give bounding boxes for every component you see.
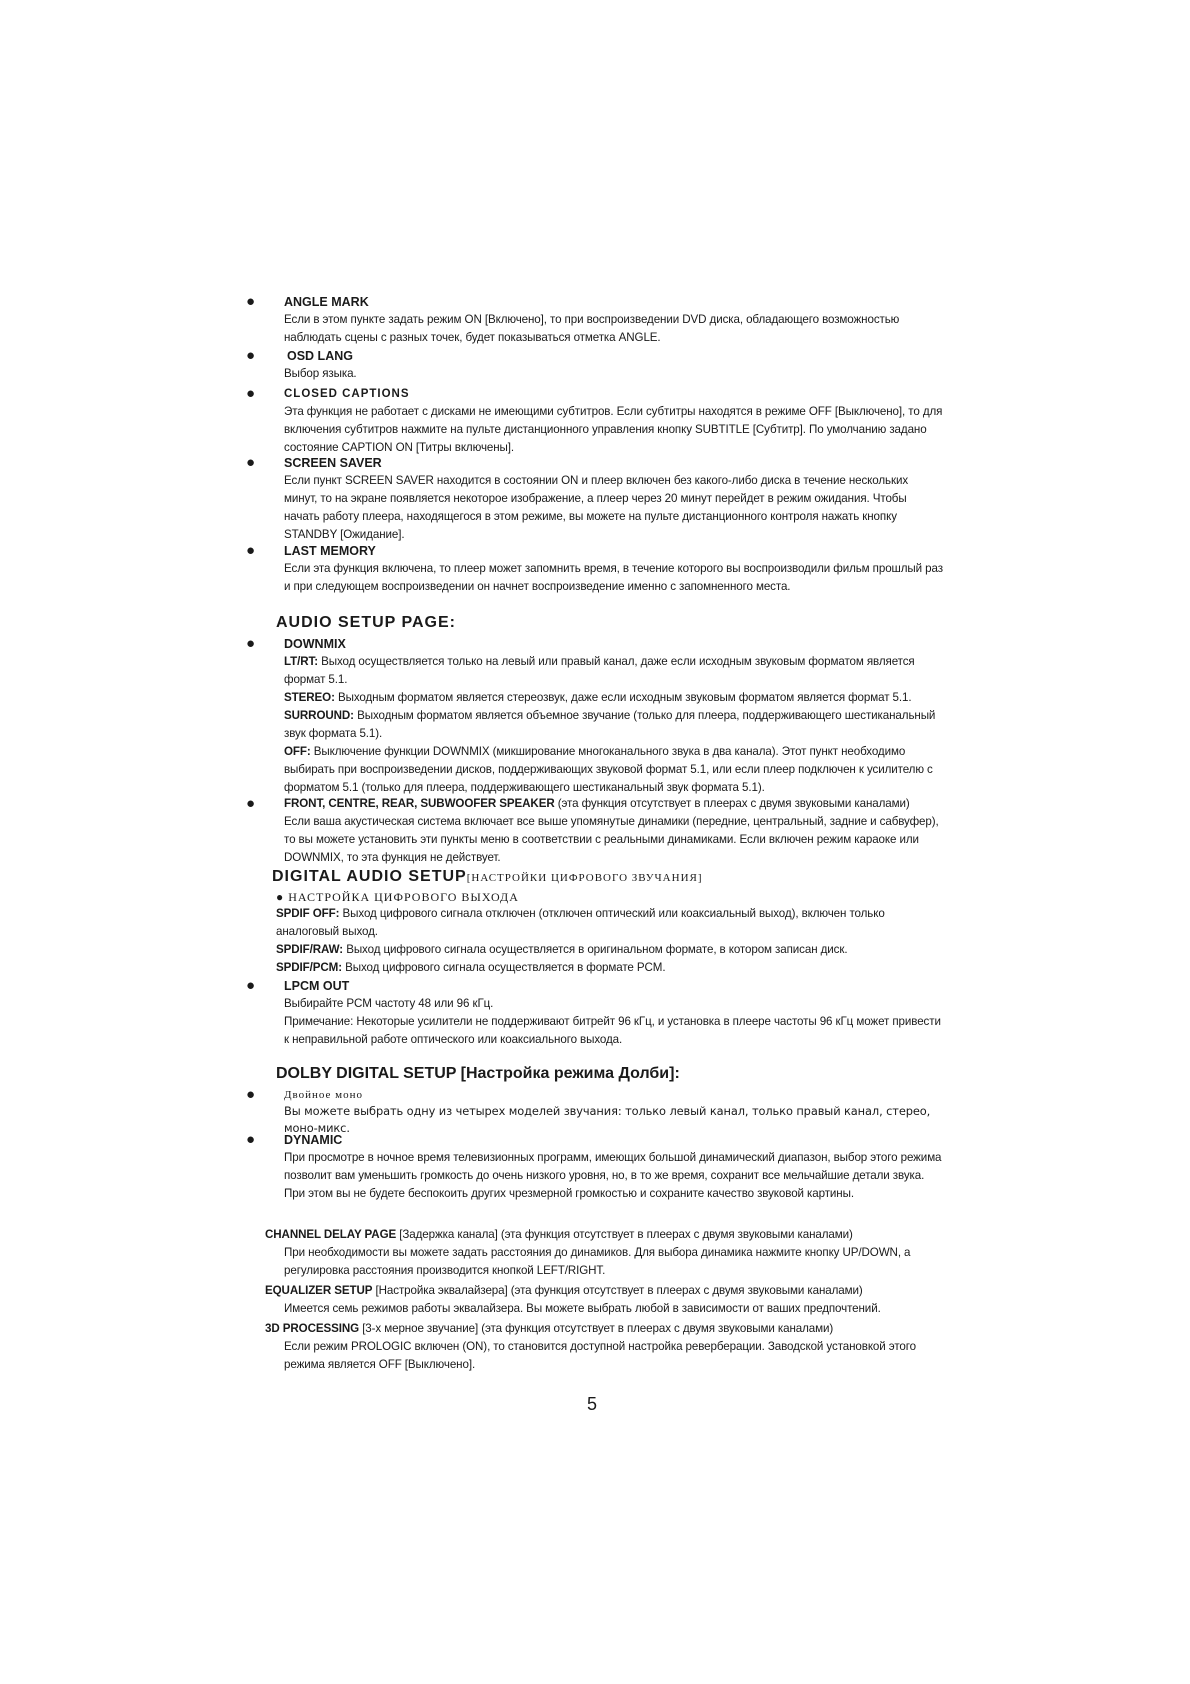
lpcm-note: Примечание: Некоторые усилители не поддерживают битрейт 96 кГц, и установка в плеере частоты 96 кГц может привести к неправильной работе оптического или коаксиального выхода.	[284, 1015, 941, 1046]
channel-delay-section	[265, 1226, 930, 1280]
spdif-off-text: Выход цифрового сигнала отключен (отключен оптический или коаксиальный выход), включен только аналоговый выход.	[276, 907, 885, 938]
bullet-icon: ●	[246, 1131, 256, 1148]
processing-3d-text: Если режим PROLOGIC включен (ON), то становится доступной настройка реверберации. Заводской установкой этого режима является OFF [Выключено].	[284, 1340, 916, 1371]
digital-output-sub	[276, 888, 936, 906]
off-text: Выключение функции DOWNMIX (микширование многоканального звука в два канала). Этот пункт необходимо выбирать при воспроизведении дисков, поддерживающих звуковой формат 5.1, или если плеер подключен к усилителю с форматом 5.1 (только для плеера, поддерживающего шестиканальный звук формата 5.1).	[284, 745, 933, 794]
dual-mono-text: Вы можете выбрать одну из четырех моделей звучания: только левый канал, только правый канал, стерео, моно-микс.	[284, 1104, 931, 1135]
equalizer-title: EQUALIZER SETUP	[265, 1284, 373, 1297]
last-memory-title: LAST MEMORY	[284, 544, 376, 558]
page-number: 5	[587, 1394, 598, 1414]
bullet-icon: ●	[246, 977, 256, 994]
ltrt-text: Выход осуществляется только на левый или правый канал, даже если исходным звуковым форматом является формат 5.1.	[284, 655, 915, 686]
spdif-raw-text: Выход цифрового сигнала осуществляется в оригинальном формате, в котором записан диск.	[346, 943, 848, 956]
spdif-pcm-label: SPDIF/PCM:	[276, 961, 342, 974]
digital-audio-heading	[272, 866, 932, 889]
lpcm-title: LPCM OUT	[284, 979, 350, 993]
downmix-title: DOWNMIX	[284, 637, 346, 651]
last-memory-text: Если эта функция включена, то плеер может запомнить время, в течение которого вы воспроизводили фильм прошлый раз и при следующем воспроизведении он начнет воспроизведение именно с запомненного места.	[284, 562, 943, 593]
spdif-section	[276, 905, 926, 977]
channel-delay-note: [Задержка канала] (эта функция отсутствует в плеерах с двумя звуковыми каналами)	[399, 1228, 853, 1241]
dynamic-title: DYNAMIC	[284, 1133, 343, 1147]
off-item	[284, 743, 944, 797]
closed-captions-section	[246, 385, 944, 457]
ltrt-label: LT/RT:	[284, 655, 318, 668]
digital-audio-title-line	[272, 866, 932, 889]
ltrt-item	[284, 653, 944, 689]
processing-3d-note: [3-х мерное звучание] (эта функция отсутствует в плеерах с двумя звуковыми каналами)	[362, 1322, 834, 1335]
off-label: OFF:	[284, 745, 311, 758]
bullet-icon: ●	[246, 635, 256, 652]
closed-captions-title: CLOSED CAPTIONS	[284, 388, 410, 400]
speaker-header	[284, 795, 944, 813]
bullet-icon: ●	[276, 890, 289, 904]
dynamic-text: При просмотре в ночное время телевизионных программ, имеющих большой динамический диапазон, выбор этого режима позволит вам уменьшить громкость до очень низкого уровня, но, в то же время, сохранит все мельчайшие детали звука. При этом вы не будете беспокоить других чрезмерной громкостью и сохраните качество звуковой картины.	[284, 1151, 942, 1200]
angle-mark-section	[246, 293, 944, 347]
lpcm-section	[246, 977, 944, 1049]
stereo-item	[284, 689, 944, 707]
channel-delay-title: CHANNEL DELAY PAGE	[265, 1228, 397, 1241]
last-memory-section	[246, 542, 944, 596]
channel-delay-text: При необходимости вы можете задать расстояния до динамиков. Для выбора динамика нажмите кнопку UP/DOWN, а регулировка расстояния производится кнопкой LEFT/RIGHT.	[284, 1246, 911, 1277]
osd-lang-text: Выбор языка.	[284, 367, 357, 380]
equalizer-section	[265, 1282, 930, 1318]
dolby-heading	[276, 1063, 936, 1085]
processing-3d-title: 3D PROCESSING	[265, 1322, 360, 1335]
bullet-icon: ●	[246, 542, 256, 559]
speaker-title: FRONT, CENTRE, REAR, SUBWOOFER SPEAKER	[284, 797, 555, 810]
spdif-pcm-text: Выход цифрового сигнала осуществляется в формате PCM.	[345, 961, 666, 974]
surround-text: Выходным форматом является объемное звучание (только для плеера, поддерживающего шестиканальный звук формата 5.1).	[284, 709, 936, 740]
spdif-pcm-item	[276, 959, 926, 977]
channel-delay-header	[265, 1226, 930, 1244]
surround-item	[284, 707, 944, 743]
audio-setup-title: AUDIO SETUP PAGE:	[276, 614, 456, 631]
bullet-icon: ●	[246, 293, 256, 310]
screen-saver-text: Если пункт SCREEN SAVER находится в состоянии ON и плеер включен без какого-либо диска в течение нескольких минут, то на экране появляется некоторое изображение, а плеер через 20 минут перейдет в режим ожидания. Чтобы начать работу плеера, находящегося в этом режиме, вы можете на пульте дистанционного контроля нажать кнопку STANDBY [Ожидание].	[284, 474, 909, 541]
bullet-icon: ●	[246, 1086, 256, 1103]
bullet-icon: ●	[246, 795, 256, 812]
screen-saver-title: SCREEN SAVER	[284, 456, 382, 470]
dual-mono-title: Двойное моно	[284, 1089, 364, 1101]
dual-mono-section	[246, 1086, 944, 1137]
dynamic-section	[246, 1131, 944, 1203]
lpcm-text: Выбирайте PCM частоту 48 или 96 кГц.	[284, 997, 494, 1010]
speaker-note: (эта функция отсутствует в плеерах с двумя звуковыми каналами)	[557, 797, 910, 810]
angle-mark-text: Если в этом пункте задать режим ON [Включено], то при воспроизведении DVD диска, обладающего возможностью наблюдать сцены с разных точек, будет показываться отметка ANGLE.	[284, 313, 900, 344]
digital-audio-title-ru: [НАСТРОЙКИ ЦИФРОВОГО ЗВУЧАНИЯ]	[466, 872, 703, 884]
audio-setup-heading	[276, 612, 936, 634]
spdif-off-item	[276, 905, 926, 941]
closed-captions-text: Эта функция не работает с дисками не имеющими субтитров. Если субтитры находятся в режиме OFF [Выключено], то для включения субтитров нажмите на пульте дистанционного управления кнопку SUBTITLE [Субтитр]. По умолчанию задано состояние CAPTION ON [Титры включены].	[284, 405, 943, 454]
spdif-raw-label: SPDIF/RAW:	[276, 943, 344, 956]
bullet-icon: ●	[246, 385, 256, 402]
surround-label: SURROUND:	[284, 709, 354, 722]
stereo-text: Выходным форматом является стереозвук, даже если исходным звуковым форматом является формат 5.1.	[337, 691, 912, 704]
bullet-icon: ●	[246, 347, 256, 364]
spdif-raw-item	[276, 941, 926, 959]
digital-audio-title: DIGITAL AUDIO SETUP	[272, 868, 467, 885]
screen-saver-section	[246, 454, 944, 544]
osd-lang-section	[246, 347, 944, 383]
spdif-off-label: SPDIF OFF:	[276, 907, 340, 920]
equalizer-header	[265, 1282, 930, 1300]
dolby-title: DOLBY DIGITAL SETUP [Настройка режима Долби]:	[276, 1065, 680, 1082]
processing-3d-header	[265, 1320, 930, 1338]
digital-output-sub-line	[276, 888, 936, 906]
equalizer-note: [Настройка эквалайзера] (эта функция отсутствует в плеерах с двумя звуковыми каналами)	[375, 1284, 863, 1297]
digital-output-sub-text: НАСТРОЙКА ЦИФРОВОГО ВЫХОДА	[288, 890, 519, 904]
angle-mark-title: ANGLE MARK	[284, 295, 369, 309]
speaker-text: Если ваша акустическая система включает все выше упомянутые динамики (передние, центральный, задние и сабвуфер), то вы можете установить эти пункты меню в соответствии с реальными динамиками. Если включен режим караоке или DOWNMIX, то эта функция не действует.	[284, 815, 939, 864]
downmix-section	[246, 635, 944, 797]
equalizer-text: Имеется семь режимов работы эквалайзера. Вы можете выбрать любой в зависимости от ваших предпочтений.	[284, 1302, 881, 1315]
speaker-section	[246, 795, 944, 867]
processing-3d-section	[265, 1320, 930, 1374]
osd-lang-title: OSD LANG	[287, 349, 353, 363]
stereo-label: STEREO:	[284, 691, 335, 704]
bullet-icon: ●	[246, 454, 256, 471]
